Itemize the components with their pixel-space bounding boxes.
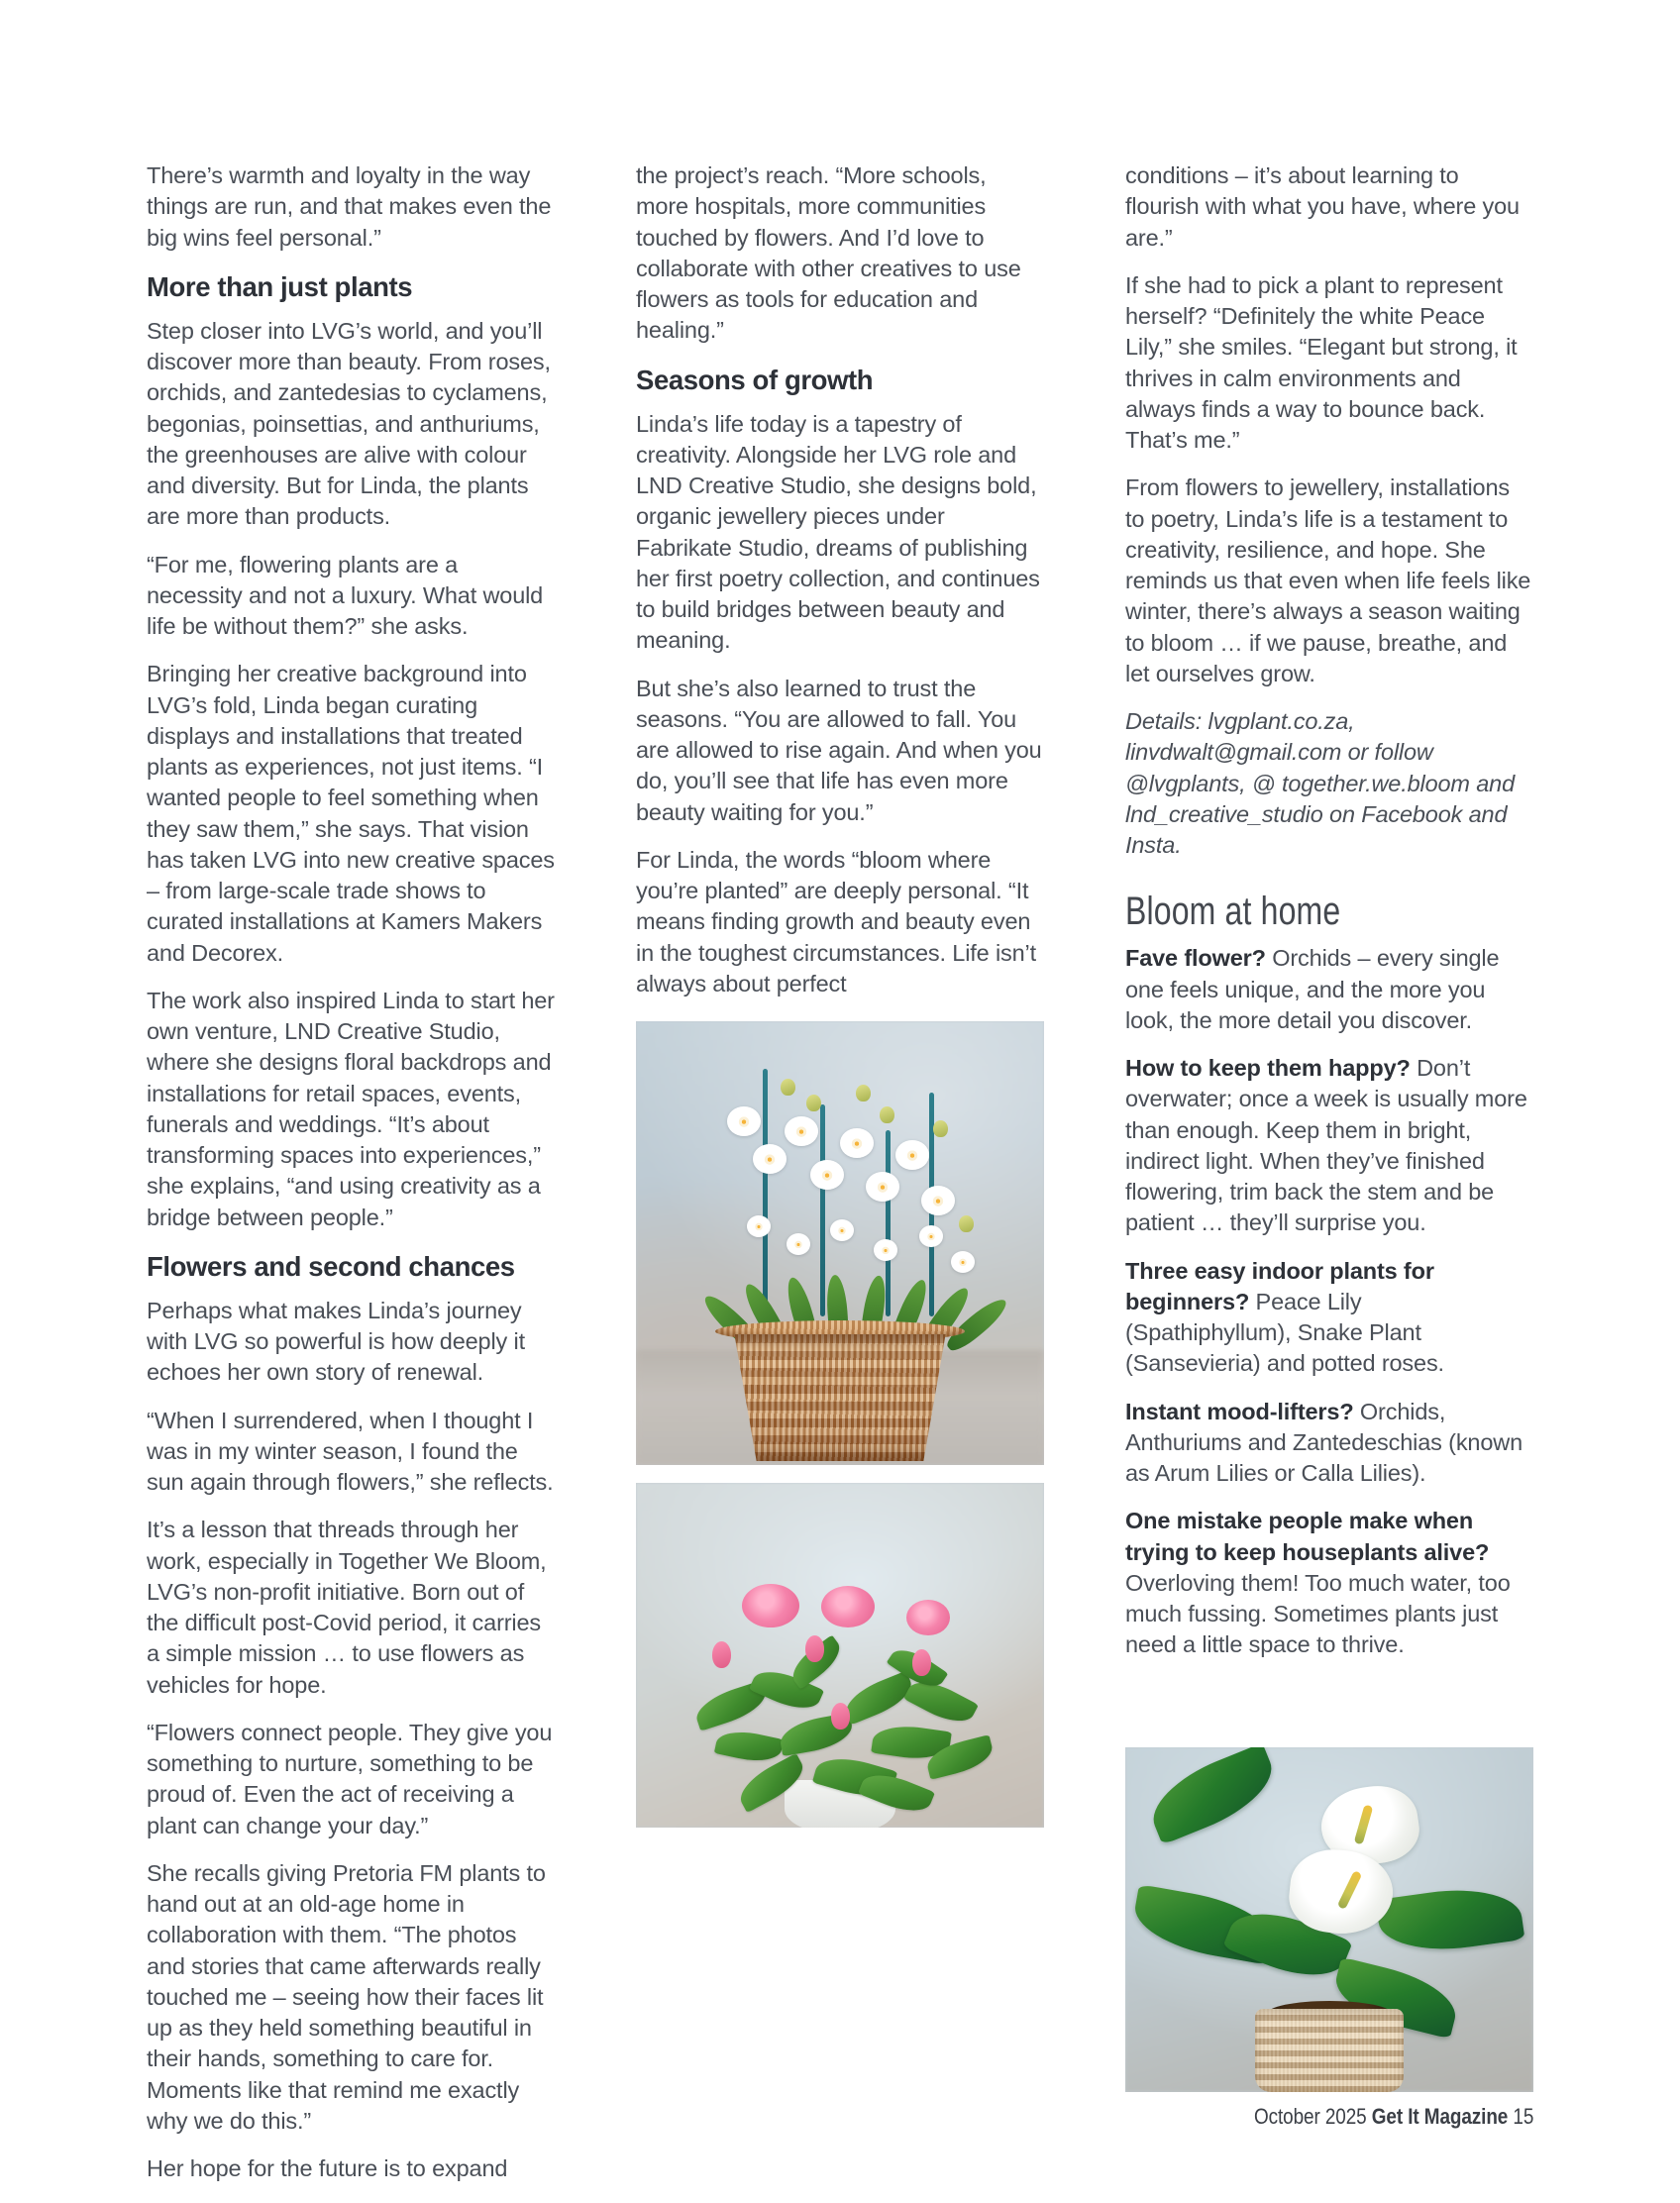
sidebar-heading-bloom-at-home: Bloom at home (1125, 890, 1341, 934)
orchid-bloom (866, 1172, 899, 1202)
faq-question: Three easy indoor plants for beginners? (1125, 1257, 1434, 1314)
orchid-bud (959, 1215, 974, 1232)
paragraph: Bringing her creative background into LVG’s fold, Linda began curating displays and installations that treated plants as experiences, not just items. “I wanted people to feel something when they saw them,” she says. That vision has taken LVG into new creative spaces – from large-scale trade shows to curated installations at Kamers Makers and Decorex. (147, 661, 555, 966)
orchid-bloom (830, 1219, 854, 1241)
photo-orchid-basket (636, 1021, 1044, 1465)
orchid-bud (880, 1106, 894, 1123)
paragraph: “Flowers connect people. They give you something to nurture, something to be proud of. Even the act of receiving a plant can change your day.” (147, 1719, 553, 1838)
faq-item (1125, 1053, 1533, 1239)
contact-details: Details: lvgplant.co.za, linvdwalt@gmail.com or follow @lvgplants, @ together.we.bloom and lnd_creative_studio on Facebook and Insta. (1125, 708, 1515, 858)
section-heading-seasons-of-growth: Seasons of growth (636, 364, 874, 395)
paragraph: For Linda, the words “bloom where you’re planted” are deeply personal. “It means finding growth and beauty even in the toughest circumstances. Life isn’t always about perfect (636, 846, 1036, 997)
orchid-bloom (921, 1186, 955, 1215)
column-2 (636, 160, 1044, 1828)
orchid-bloom (895, 1140, 929, 1170)
paragraph: From flowers to jewellery, installations to poetry, Linda’s life is a testament to creativity, resilience, and hope. She reminds us that even when life feels like winter, there’s always a season waiting to bloom … if we pause, breathe, and let ourselves grow. (1125, 474, 1531, 686)
faq-question: Fave flower? (1125, 945, 1266, 972)
paragraph: the project’s reach. “More schools, more hospitals, more communities touched by flowers. And I’d love to collaborate with other creatives to use flowers as tools for education and healing.” (636, 162, 1021, 344)
photo-pink-roses (636, 1483, 1044, 1828)
orchid-bloom (727, 1106, 761, 1136)
orchid-bloom (810, 1160, 844, 1190)
photo-white-anthurium (1125, 1747, 1533, 2092)
paragraph: The work also inspired Linda to start her own venture, LND Creative Studio, where she designs floral backdrops and installations for retail spaces, events, funerals and weddings. “It’s about transforming spaces into experiences,” she explains, “and using creativity as a bridge between people.” (147, 987, 555, 1230)
orchid-bud (781, 1079, 795, 1096)
column-3 (1125, 160, 1533, 1678)
faq-answer: Don’t overwater; once a week is usually more than enough. Keep them in bright, indirect light. When they’ve finished flowering, trim back the stem and be patient … they’ll surprise you. (1125, 1055, 1527, 1236)
orchid-bud (856, 1085, 871, 1102)
paragraph: But she’s also learned to trust the seasons. “You are allowed to fall. You are allowed to rise again. And when you do, you’ll see that life has even more beauty waiting for you.” (636, 675, 1042, 825)
footer-date: October 2025 (1253, 2104, 1367, 2129)
faq-item (1125, 1397, 1533, 1490)
faq-answer: Overloving them! Too much water, too much fussing. Sometimes plants just need a little space to thrive. (1125, 1569, 1511, 1658)
woven-basket (717, 1334, 963, 1461)
paragraph: Perhaps what makes Linda’s journey with LVG so powerful is how deeply it echoes her own story of renewal. (147, 1297, 525, 1386)
faq-question: One mistake people make when trying to keep houseplants alive? (1125, 1508, 1490, 1565)
faq-item (1125, 943, 1533, 1036)
column-1 (147, 160, 555, 2184)
paragraph: Linda’s life today is a tapestry of creativity. Alongside her LVG role and LND Creative Studio, she designs bold, organic jewellery pieces under Fabrikate Studio, dreams of publishing her first poetry collection, and continues to build bridges between beauty and meaning. (636, 410, 1040, 654)
paragraph: It’s a lesson that threads through her work, especially in Together We Bloom, LVG’s non-profit initiative. Born out of the difficult post-Covid period, it carries a simple mission … to use flowers as vehicles for hope. (147, 1517, 547, 1698)
orchid-bud (806, 1095, 821, 1111)
paragraph: If she had to pick a plant to represent herself? “Definitely the white Peace Lily,” she smiles. “Elegant but strong, it thrives in calm environments and always finds a way to bounce back. That’s me.” (1125, 271, 1518, 453)
orchid-bloom (785, 1116, 818, 1146)
footer-magazine-title: Get It Magazine (1371, 2104, 1508, 2129)
orchid-bloom (747, 1215, 771, 1237)
section-heading-more-than-just-plants: More than just plants (147, 270, 413, 302)
paragraph: She recalls giving Pretoria FM plants to hand out at an old-age home in collaboration with them. “The photos and stories that came afterwards really touched me – seeing how their faces lit up as they held something beautiful in their hands, something to care for. Moments like that remind me exactly why we do this.” (147, 1859, 546, 2134)
faq-answer: Peace Lily (Spathiphyllum), Snake Plant (Sansevieria) and potted roses. (1125, 1288, 1444, 1377)
faq-item (1125, 1506, 1533, 1660)
woven-pot (1255, 2009, 1404, 2092)
rose-bush (677, 1564, 1003, 1828)
orchid-bloom (874, 1239, 897, 1261)
orchid-bud (933, 1120, 948, 1137)
paragraph: Her hope for the future is to expand (147, 2155, 508, 2181)
faq-answer: Orchids – every single one feels unique, and the more you look, the more detail you discover. (1125, 945, 1500, 1033)
page-footer (1254, 2104, 1533, 2130)
faq-question: Instant mood-lifters? (1125, 1398, 1354, 1424)
section-heading-flowers-and-second-chances: Flowers and second chances (147, 1250, 515, 1282)
footer-page-number: 15 (1513, 2104, 1533, 2129)
paragraph: There’s warmth and loyalty in the way things are run, and that makes even the big wins feel personal.” (147, 162, 552, 251)
paragraph: conditions – it’s about learning to flourish with what you have, where you are.” (1125, 162, 1520, 251)
article-columns (147, 160, 1533, 2184)
faq-item (1125, 1256, 1533, 1380)
faq-question: How to keep them happy? (1125, 1055, 1411, 1082)
paragraph: “When I surrendered, when I thought I was in my winter season, I found the sun again through flowers,” she reflects. (147, 1407, 554, 1495)
orchid-bloom (840, 1128, 874, 1158)
paragraph: “For me, flowering plants are a necessity and not a luxury. What would life be without them?” she asks. (147, 551, 544, 639)
paragraph: Step closer into LVG’s world, and you’ll discover more than beauty. From roses, orchids, and zantedesias to cyclamens, begonias, poinsettias, and anthuriums, the greenhouses are alive with colour and diversity. But for Linda, the plants are more than products. (147, 317, 551, 530)
faq-answer: Orchids, Anthuriums and Zantedeschias (known as Arum Lilies or Calla Lilies). (1125, 1398, 1522, 1487)
orchid-bloom (919, 1225, 943, 1247)
orchid-bloom (753, 1144, 787, 1174)
orchid-bloom (787, 1233, 810, 1255)
